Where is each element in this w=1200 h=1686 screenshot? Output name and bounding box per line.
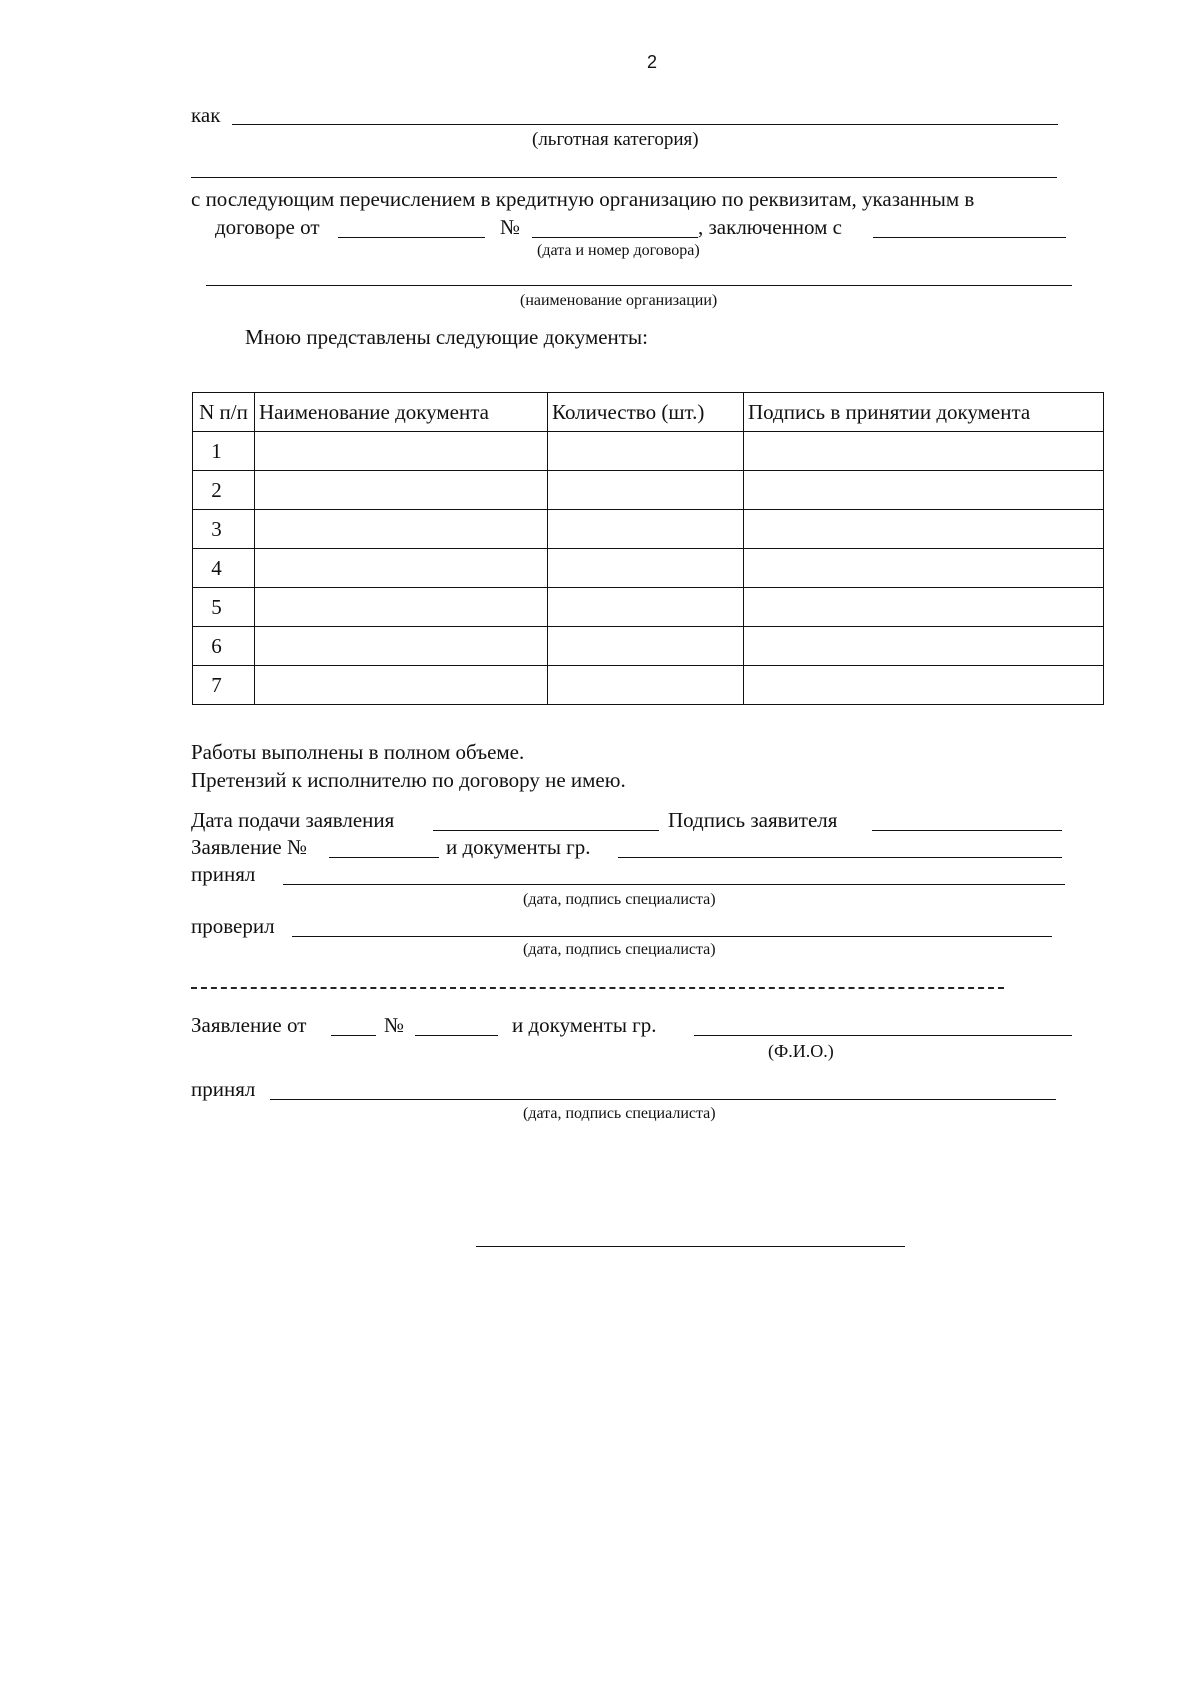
application-number-field[interactable] — [329, 857, 439, 858]
contract-caption: (дата и номер договора) — [537, 242, 700, 259]
contract-number-field[interactable] — [532, 237, 698, 238]
work-done-text: Работы выполнены в полном объеме. — [191, 740, 525, 764]
table-row — [193, 432, 1104, 471]
submission-date-label: Дата подачи заявления — [191, 808, 395, 832]
signature-cell[interactable] — [744, 432, 1104, 471]
documents-intro: Мною представлены следующие документы: — [245, 325, 648, 349]
page-number: 2 — [647, 52, 658, 72]
cut-line-divider — [191, 987, 1004, 989]
checked-caption: (дата, подпись специалиста) — [523, 941, 716, 958]
citizen-name-field[interactable] — [618, 857, 1062, 858]
receipt-application-from-label: Заявление от — [191, 1013, 307, 1037]
column-header-document-name: Наименование документа — [255, 393, 548, 432]
receipt-fio-caption: (Ф.И.О.) — [768, 1041, 834, 1061]
signature-cell[interactable] — [744, 627, 1104, 666]
table-row — [193, 588, 1104, 627]
quantity-cell[interactable] — [548, 471, 744, 510]
row-number: 1 — [193, 432, 255, 471]
row-number: 2 — [193, 471, 255, 510]
document-name-cell[interactable] — [255, 666, 548, 705]
signature-cell[interactable] — [744, 588, 1104, 627]
organization-caption: (наименование организации) — [520, 292, 718, 309]
signature-cell[interactable] — [744, 471, 1104, 510]
organization-field[interactable] — [206, 285, 1072, 286]
row-number: 6 — [193, 627, 255, 666]
contract-date-field[interactable] — [338, 237, 485, 238]
accepted-field[interactable] — [283, 884, 1065, 885]
checked-label: проверил — [191, 914, 275, 938]
applicant-signature-label: Подпись заявителя — [668, 808, 838, 832]
table-row — [193, 627, 1104, 666]
category-continuation-field[interactable] — [191, 177, 1057, 178]
row-number: 5 — [193, 588, 255, 627]
quantity-cell[interactable] — [548, 666, 744, 705]
transfer-text: с последующим перечислением в кредитную организацию по реквизитам, указанным в — [191, 187, 975, 211]
table-row — [193, 549, 1104, 588]
table-row — [193, 471, 1104, 510]
contract-number-sign: № — [500, 215, 521, 239]
row-number: 4 — [193, 549, 255, 588]
receipt-citizen-docs-label: и документы гр. — [512, 1013, 657, 1037]
document-name-cell[interactable] — [255, 510, 548, 549]
document-name-cell[interactable] — [255, 471, 548, 510]
category-field[interactable] — [232, 124, 1058, 125]
table-row — [193, 510, 1104, 549]
applicant-signature-field[interactable] — [872, 830, 1062, 831]
quantity-cell[interactable] — [548, 432, 744, 471]
document-name-cell[interactable] — [255, 549, 548, 588]
table-header-row — [193, 393, 1104, 432]
signature-cell[interactable] — [744, 666, 1104, 705]
receipt-accepted-field[interactable] — [270, 1099, 1056, 1100]
signature-cell[interactable] — [744, 549, 1104, 588]
checked-field[interactable] — [292, 936, 1052, 937]
quantity-cell[interactable] — [548, 627, 744, 666]
column-header-signature: Подпись в принятии документа — [744, 393, 1104, 432]
category-prefix: как — [191, 103, 221, 127]
concluded-with-field[interactable] — [873, 237, 1066, 238]
contract-from-label: договоре от — [215, 215, 320, 239]
quantity-cell[interactable] — [548, 510, 744, 549]
concluded-with-label: , заключенном с — [698, 215, 843, 239]
document-name-cell[interactable] — [255, 432, 548, 471]
closing-separator-line — [476, 1246, 905, 1247]
column-header-number: N п/п — [193, 393, 255, 432]
receipt-accepted-caption: (дата, подпись специалиста) — [523, 1105, 716, 1122]
receipt-number-field[interactable] — [415, 1035, 498, 1036]
quantity-cell[interactable] — [548, 549, 744, 588]
citizen-docs-label: и документы гр. — [446, 835, 591, 859]
receipt-date-field[interactable] — [331, 1035, 376, 1036]
table-row — [193, 666, 1104, 705]
accepted-label: принял — [191, 862, 256, 886]
quantity-cell[interactable] — [548, 588, 744, 627]
receipt-citizen-name-field[interactable] — [694, 1035, 1072, 1036]
signature-cell[interactable] — [744, 510, 1104, 549]
no-claims-text: Претензий к исполнителю по договору не имею. — [191, 768, 626, 792]
submission-date-field[interactable] — [433, 830, 659, 831]
application-number-label: Заявление № — [191, 835, 308, 859]
category-caption: (льготная категория) — [532, 129, 699, 150]
row-number: 3 — [193, 510, 255, 549]
receipt-number-sign: № — [384, 1013, 405, 1037]
row-number: 7 — [193, 666, 255, 705]
receipt-accepted-label: принял — [191, 1077, 256, 1101]
column-header-quantity: Количество (шт.) — [548, 393, 744, 432]
accepted-caption: (дата, подпись специалиста) — [523, 891, 716, 908]
document-name-cell[interactable] — [255, 588, 548, 627]
document-name-cell[interactable] — [255, 627, 548, 666]
documents-table — [192, 392, 1104, 705]
